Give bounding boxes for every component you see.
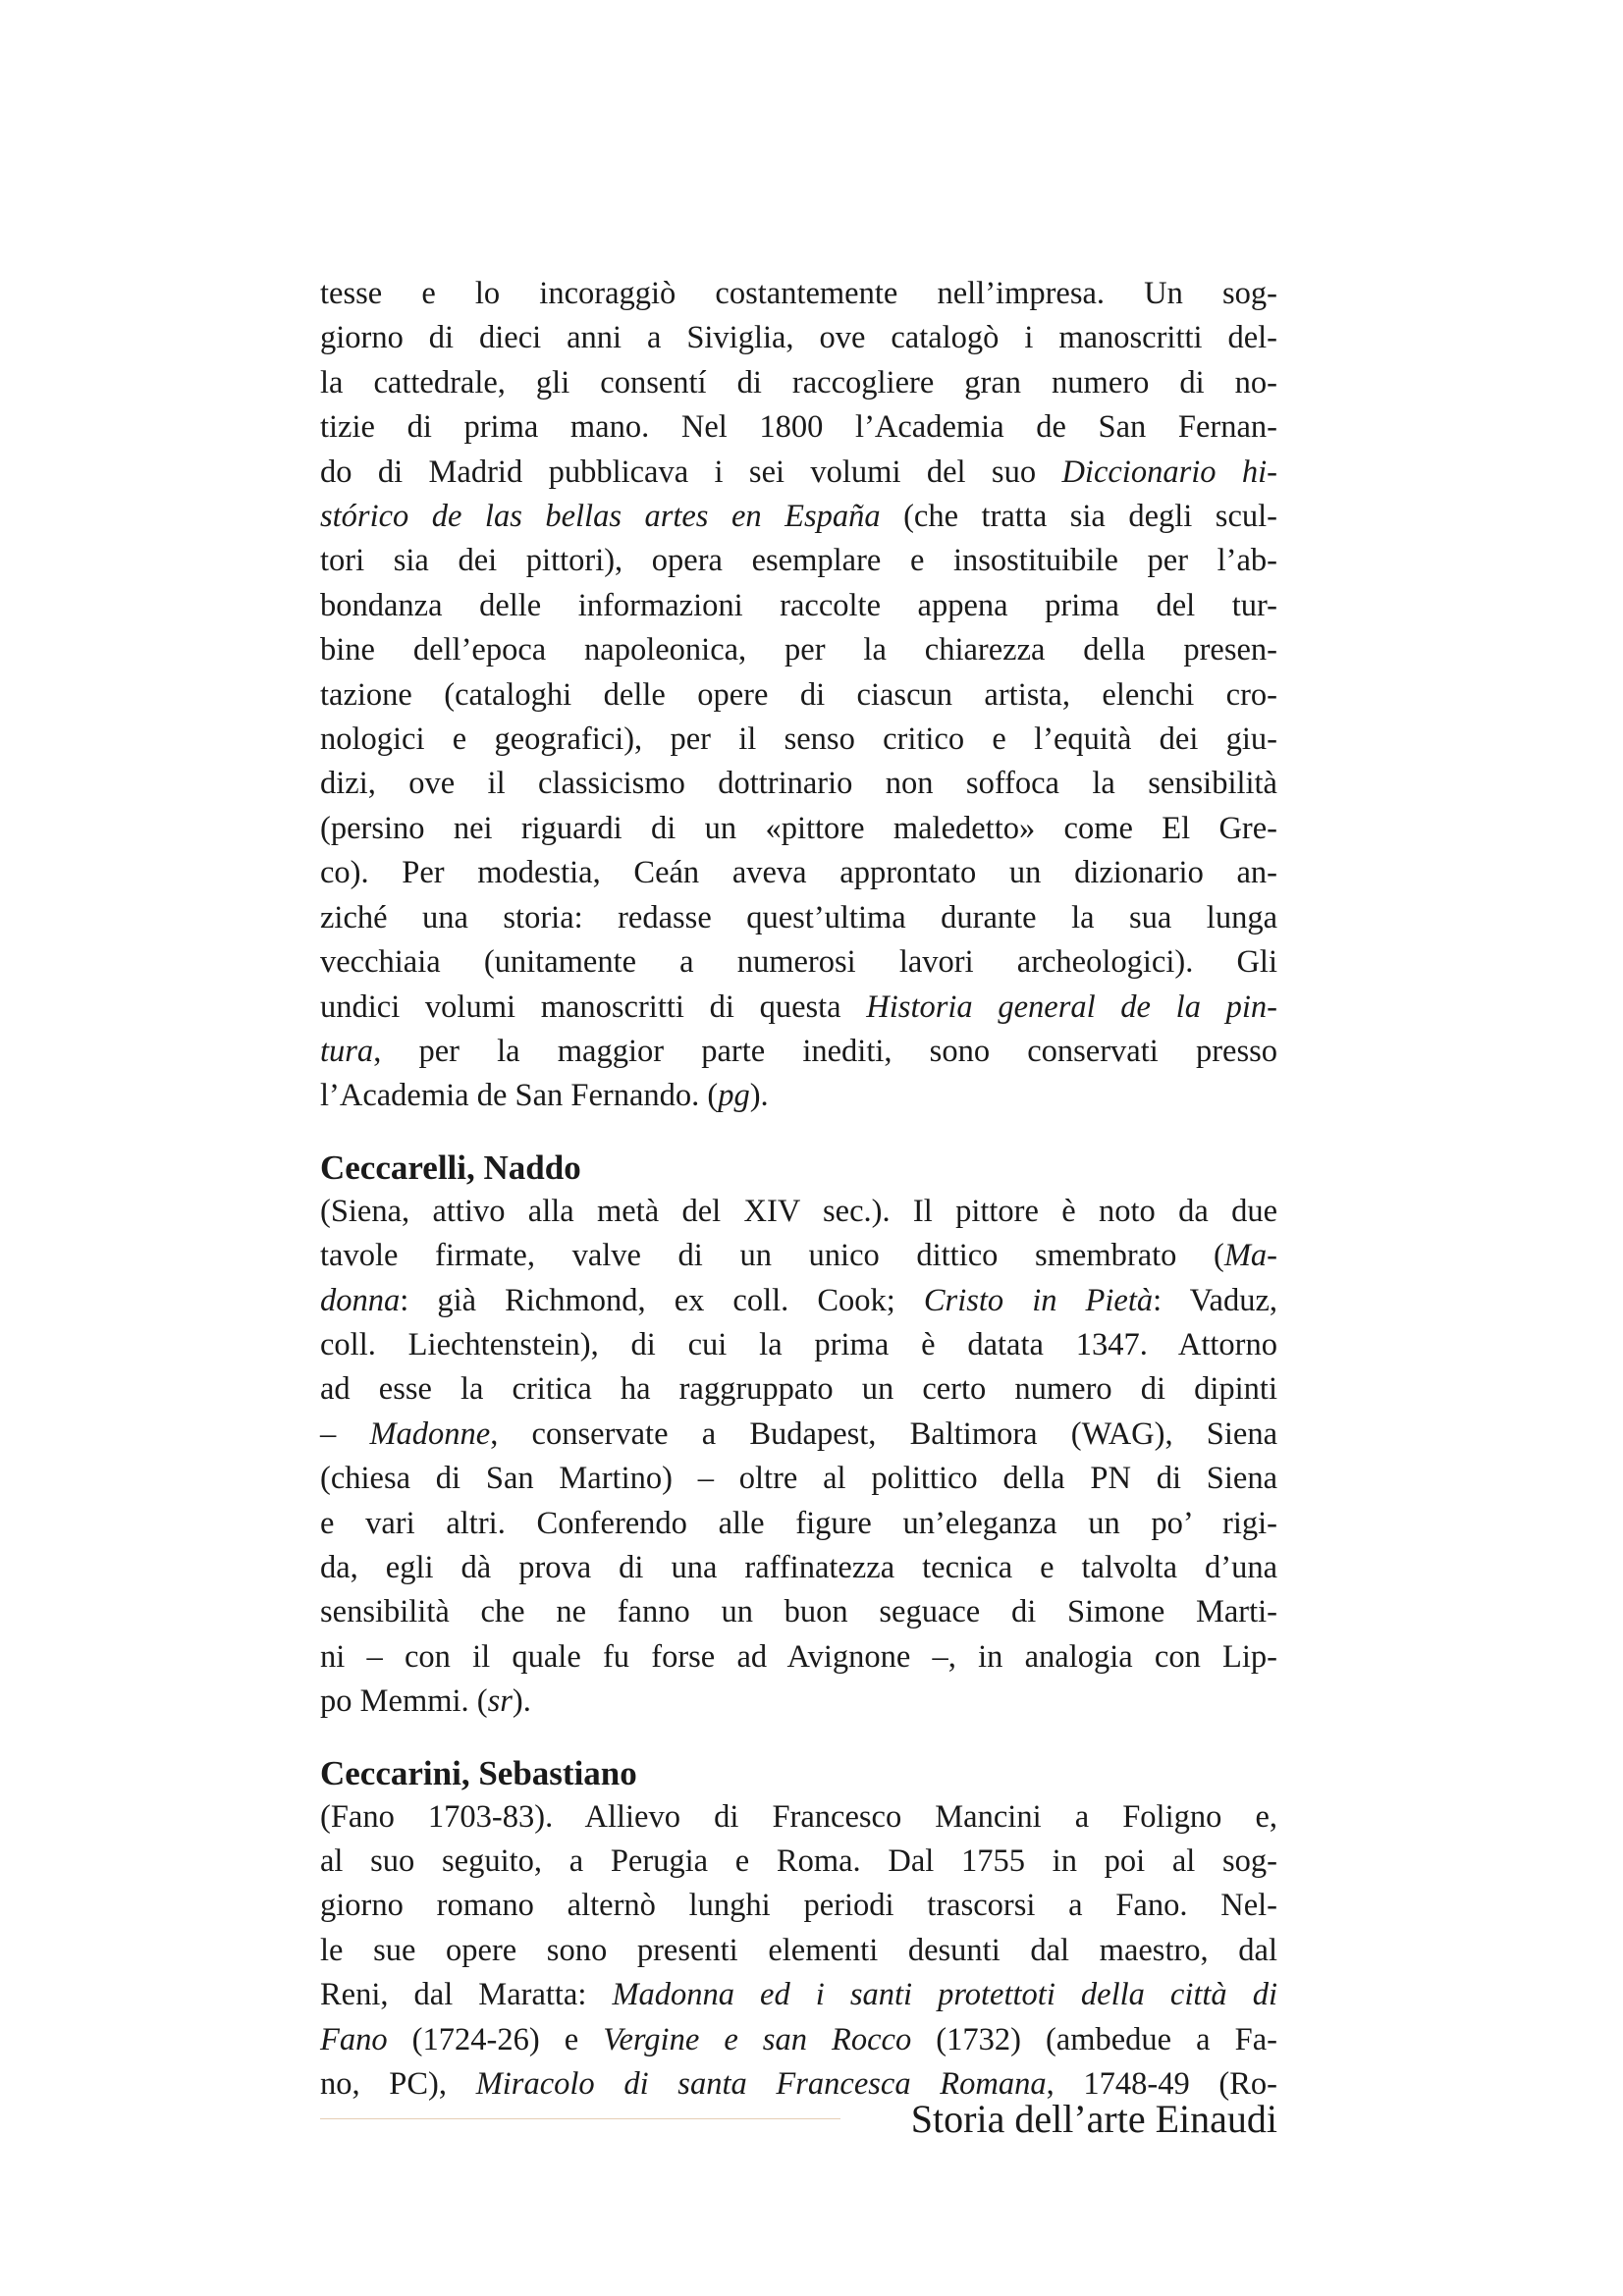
italic-title: Diccionario hi- xyxy=(1061,454,1277,490)
text-line: ziché una storia: redasse quest’ultima durante la sua lunga xyxy=(320,899,1277,935)
text-line: Reni, dal Maratta: Madonna ed i santi protettoti della città di xyxy=(320,1977,1278,2013)
author-initials: sr xyxy=(487,1683,513,1720)
entry-ceccarelli xyxy=(320,1146,1277,1725)
text-line: (persino nei riguardi di un «pittore maledetto» come El Gre- xyxy=(320,810,1277,846)
text-line: ad esse la critica ha raggruppato un certo numero di dipinti xyxy=(320,1371,1277,1408)
italic-title: Madonna ed i santi protettoti della città di xyxy=(612,1977,1278,2013)
italic-title: Vergine e san Rocco xyxy=(603,2021,912,2057)
italic-title: tura xyxy=(320,1033,374,1069)
text-line: bondanza delle informazioni raccolte appena prima del tur- xyxy=(320,587,1277,623)
text-line: – Madonne, conservate a Budapest, Baltimora (WAG), Siena xyxy=(320,1415,1278,1452)
text-line: (Siena, attivo alla metà del XIV sec.). Il pittore è noto da due xyxy=(320,1193,1277,1229)
italic-title: Madonne xyxy=(369,1415,491,1452)
text-line: do di Madrid pubblicava i sei volumi del suo Diccionario hi- xyxy=(320,454,1277,490)
text-line: (Fano 1703-83). Allievo di Francesco Mancini a Foligno e, xyxy=(320,1798,1277,1835)
italic-title: Ma- xyxy=(1223,1238,1277,1274)
footer-title: Storia dell’arte Einaudi xyxy=(910,2097,1277,2141)
text-line: tazione (cataloghi delle opere di ciascun artista, elenchi cro- xyxy=(320,676,1277,713)
text-line: stórico de las bellas artes en España (che tratta sia degli scul- xyxy=(320,499,1277,535)
text-line: da, egli dà prova di una raffinatezza tecnica e talvolta d’una xyxy=(320,1549,1277,1585)
text-line: tizie di prima mano. Nel 1800 l’Academia de San Fernan- xyxy=(320,409,1277,446)
text-line: e vari altri. Conferendo alle figure un’eleganza un po’ rigi- xyxy=(320,1505,1277,1541)
footer-rule xyxy=(320,2118,840,2119)
text-line: po Memmi. (sr). xyxy=(320,1683,531,1720)
text-line: coll. Liechtenstein), di cui la prima è datata 1347. Attorno xyxy=(320,1326,1277,1362)
italic-title: Fano xyxy=(320,2021,388,2057)
author-initials: pg xyxy=(718,1078,750,1114)
text-line: Fano (1724-26) e Vergine e san Rocco (1732) (ambedue a Fa- xyxy=(320,2021,1277,2057)
text-line: le sue opere sono presenti elementi desunti dal maestro, dal xyxy=(320,1932,1277,1968)
text-line: tesse e lo incoraggiò costantemente nell’impresa. Un sog- xyxy=(320,276,1277,311)
body-text xyxy=(320,272,1277,2107)
italic-title: Historia general de la pin- xyxy=(866,988,1277,1025)
text-line: tavole firmate, valve di un unico dittico smembrato (Ma- xyxy=(320,1238,1277,1274)
italic-title: Cristo in Pietà xyxy=(923,1282,1154,1318)
italic-title: donna xyxy=(320,1282,401,1318)
entry-heading: Ceccarelli, Naddo xyxy=(320,1148,581,1187)
text-line: giorno di dieci anni a Siviglia, ove catalogò i manoscritti del- xyxy=(320,320,1277,356)
italic-title: stórico de las bellas artes en España xyxy=(320,499,881,535)
text-line: al suo seguito, a Perugia e Roma. Dal 1755 in poi al sog- xyxy=(320,1843,1277,1879)
intro-paragraph xyxy=(320,272,1277,1119)
text-line: (chiesa di San Martino) – oltre al polittico della PN di Siena xyxy=(320,1461,1277,1497)
text-line: l’Academia de San Fernando. (pg). xyxy=(320,1078,769,1114)
italic-title: Miracolo di santa Francesca Romana xyxy=(475,2066,1047,2103)
text-line: giorno romano alternò lunghi periodi trascorsi a Fano. Nel- xyxy=(320,1888,1277,1924)
text-line: la cattedrale, gli consentí di raccogliere gran numero di no- xyxy=(320,364,1277,400)
text-line: nologici e geografici), per il senso critico e l’equità dei giu- xyxy=(320,721,1277,758)
text-line: sensibilità che ne fanno un buon seguace di Simone Marti- xyxy=(320,1594,1277,1630)
text-line: donna: già Richmond, ex coll. Cook; Cristo in Pietà: Vaduz, xyxy=(320,1282,1278,1318)
entry-ceccarini xyxy=(320,1751,1277,2108)
text-line: undici volumi manoscritti di questa Historia general de la pin- xyxy=(320,988,1277,1025)
text-line: dizi, ove il classicismo dottrinario non soffoca la sensibilità xyxy=(320,766,1277,802)
entry-heading: Ceccarini, Sebastiano xyxy=(320,1753,637,1792)
text-line: vecchiaia (unitamente a numerosi lavori archeologici). Gli xyxy=(320,944,1277,981)
text-line: no, PC), Miracolo di santa Francesca Romana, 1748-49 (Ro- xyxy=(320,2066,1277,2103)
text-line: co). Per modestia, Ceán aveva approntato un dizionario an- xyxy=(320,855,1277,891)
text-line: bine dell’epoca napoleonica, per la chiarezza della presen- xyxy=(320,632,1277,668)
text-line: ni – con il quale fu forse ad Avignone –, in analogia con Lip- xyxy=(320,1638,1277,1675)
text-line: tori sia dei pittori), opera esemplare e insostituibile per l’ab- xyxy=(320,543,1277,579)
text-line: tura, per la maggior parte inediti, sono conservati presso xyxy=(320,1033,1277,1069)
